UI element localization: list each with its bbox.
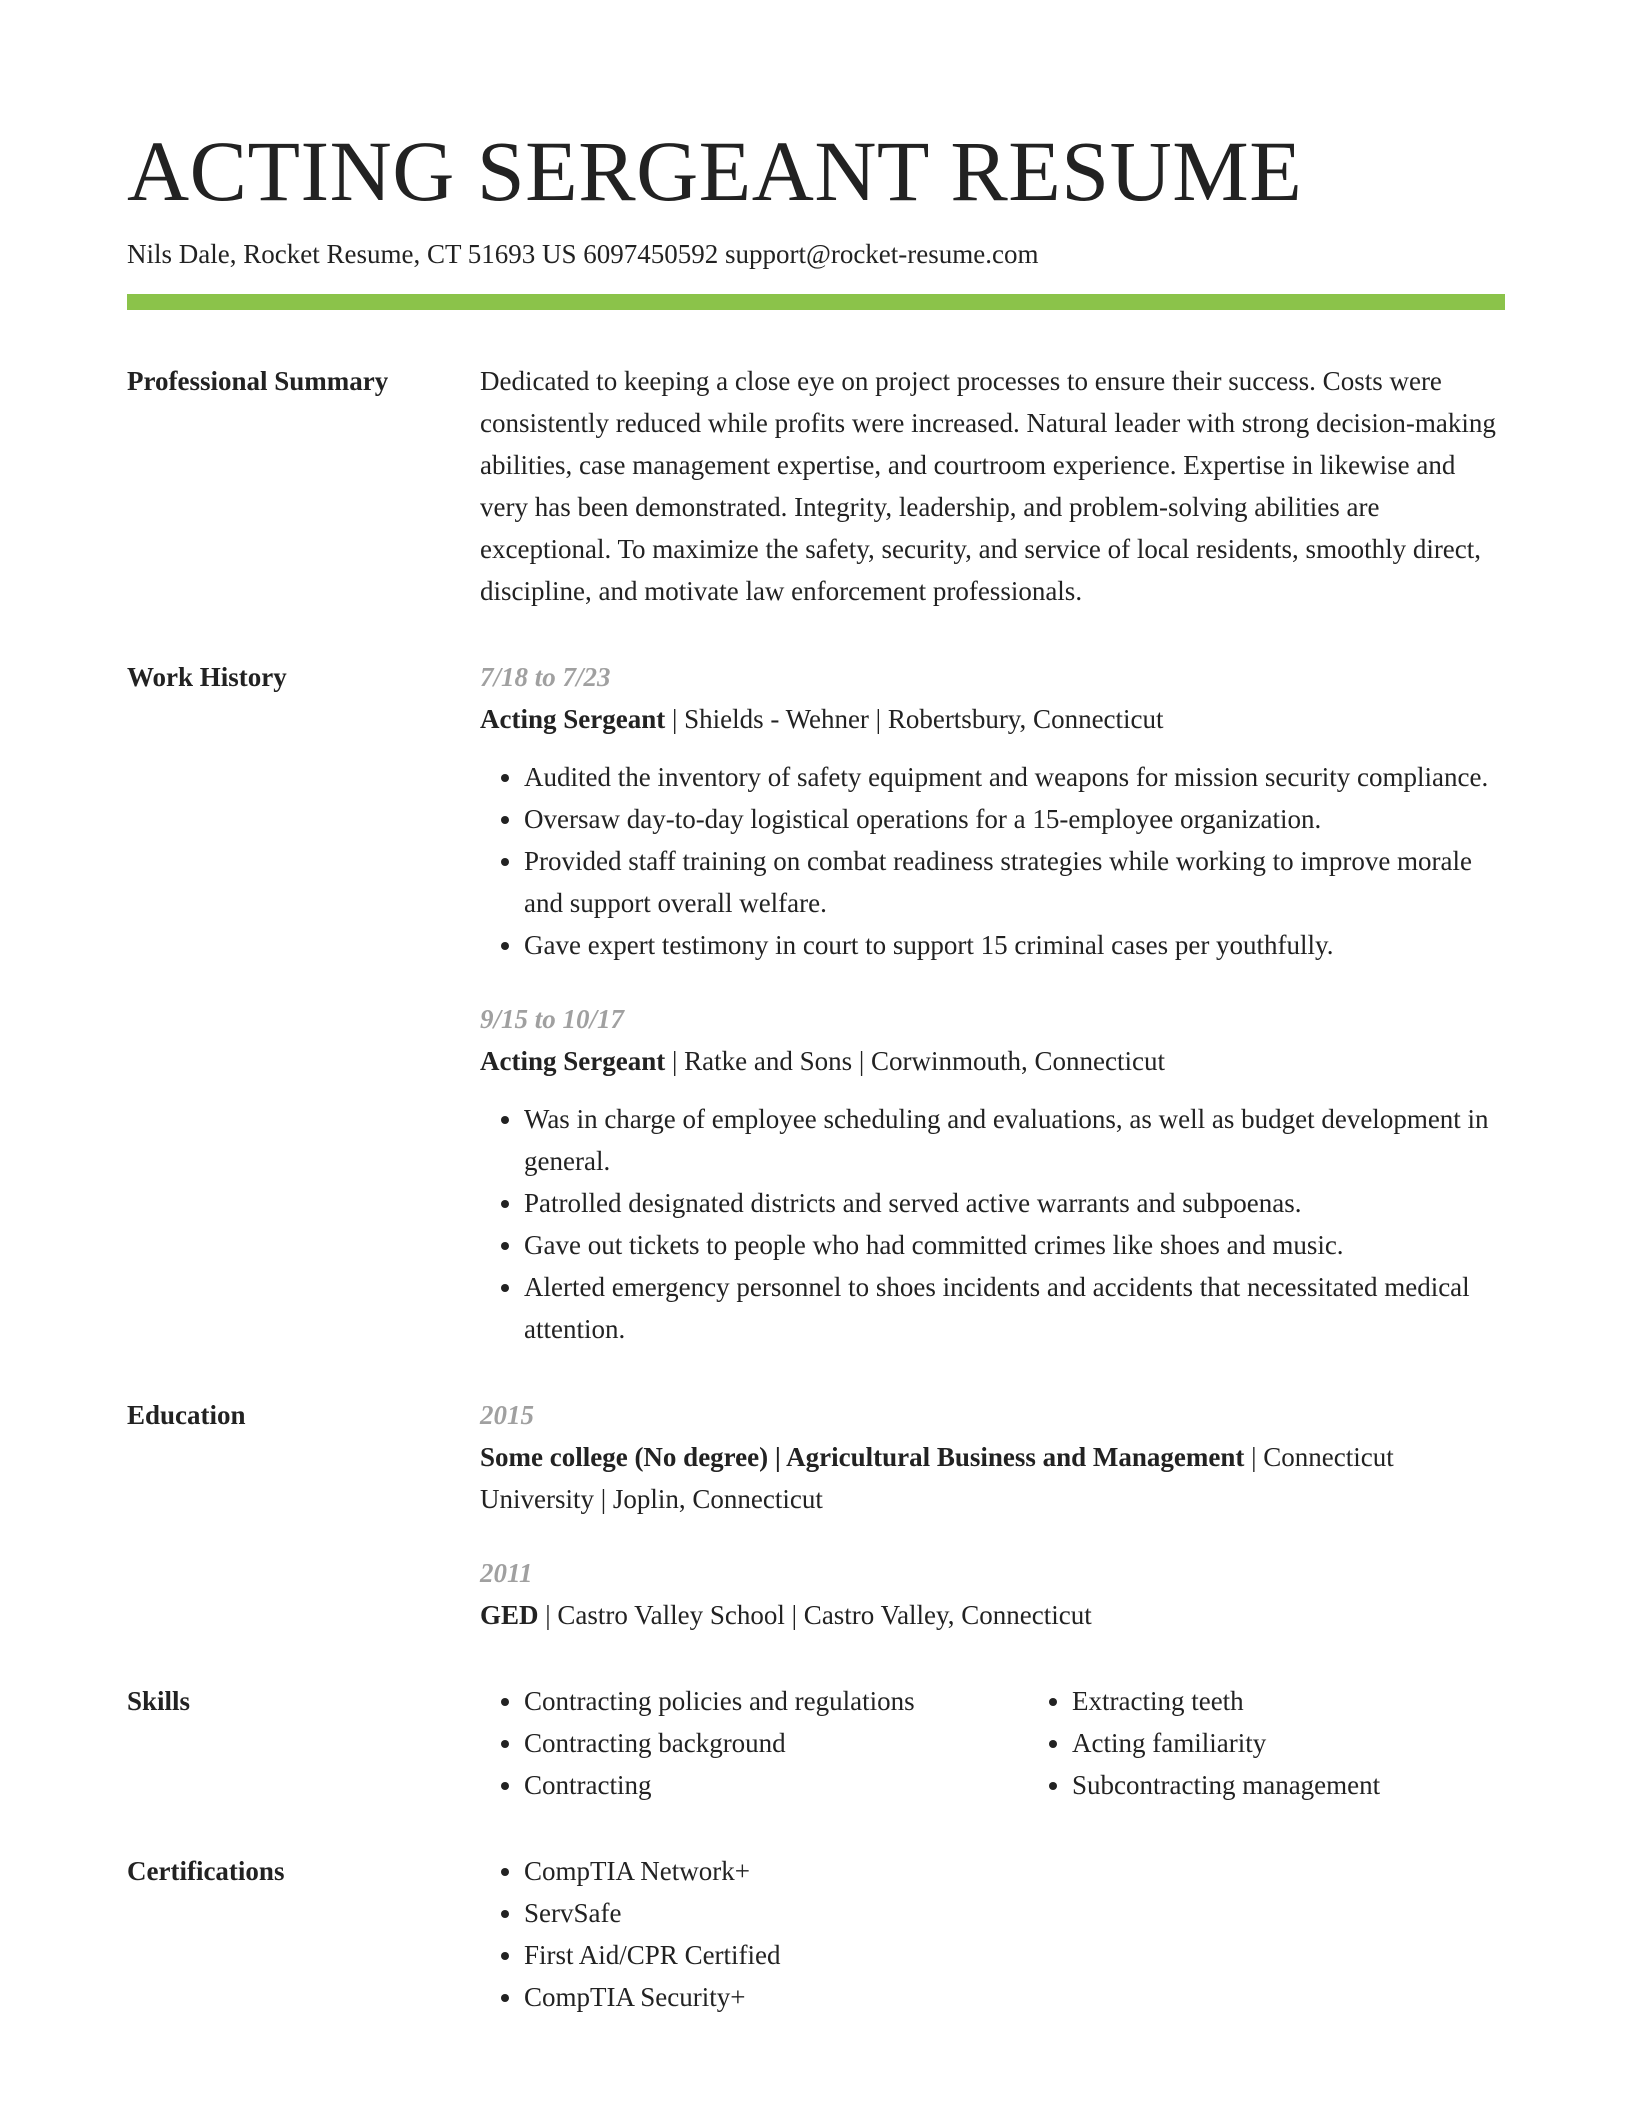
- list-item: • First Aid/CPR Certified: [524, 1934, 1505, 1976]
- job-bullets: [480, 756, 1505, 966]
- section-label: Certifications: [127, 1856, 285, 1886]
- list-item: • Gave out tickets to people who had committed crimes like shoes and music.: [524, 1224, 1505, 1266]
- list-item: • ServSafe: [524, 1892, 1505, 1934]
- education-details: | Castro Valley School | Castro Valley, Connecticut: [538, 1600, 1092, 1630]
- education-heading: [480, 1594, 1505, 1636]
- job-entry: [480, 656, 1505, 966]
- certifications-list: [480, 1850, 1505, 2018]
- contact-line: Nils Dale, Rocket Resume, CT 51693 US 6097450592 support@rocket-resume.com: [127, 239, 1039, 269]
- list-item: • Alerted emergency personnel to shoes incidents and accidents that necessitated medical attention.: [524, 1266, 1505, 1350]
- section-content: [480, 360, 1505, 612]
- section-content: [480, 1394, 1505, 1636]
- job-title: Acting Sergeant: [480, 704, 666, 734]
- accent-divider: [127, 294, 1505, 310]
- list-item: • Acting familiarity: [1072, 1722, 1380, 1764]
- summary-text: Dedicated to keeping a close eye on project processes to ensure their success. Costs were consistently reduced while profits were increased. Natural leader with strong decision-making abilities, case management expertise, and courtroom experience. Expertise in likewise and very has been demonstrated. Integrity, leadership, and problem-solving abilities are exceptional. To maximize the safety, security, and service of local residents, smoothly direct, discipline, and motivate law enforcement professionals.: [480, 366, 1496, 606]
- job-date: 7/18 to 7/23: [480, 662, 611, 692]
- job-date: 9/15 to 10/17: [480, 1004, 625, 1034]
- education-section: [127, 1394, 1505, 1636]
- list-item: • CompTIA Network+: [524, 1850, 1505, 1892]
- job-heading: [480, 698, 1505, 740]
- list-item: • Extracting teeth: [1072, 1680, 1380, 1722]
- skills-grid: [480, 1680, 1505, 1806]
- skills-column: [1028, 1680, 1380, 1806]
- education-degree: GED: [480, 1600, 539, 1630]
- job-title: Acting Sergeant: [480, 1046, 666, 1076]
- education-degree: Some college (No degree) | Agricultural Business and Management: [480, 1442, 1245, 1472]
- education-date: 2015: [480, 1400, 534, 1430]
- job-details: | Ratke and Sons | Corwinmouth, Connecticut: [665, 1046, 1165, 1076]
- list-item: • Provided staff training on combat readiness strategies while working to improve morale and support overall welfare.: [524, 840, 1505, 924]
- education-date: 2011: [480, 1558, 533, 1588]
- list-item: • Patrolled designated districts and served active warrants and subpoenas.: [524, 1182, 1505, 1224]
- list-item: • Oversaw day-to-day logistical operations for a 15-employee organization.: [524, 798, 1505, 840]
- skills-column: [480, 1680, 1028, 1806]
- job-entry: [480, 998, 1505, 1350]
- education-heading: [480, 1436, 1505, 1520]
- section-label: Work History: [127, 662, 287, 692]
- list-item: • Was in charge of employee scheduling and evaluations, as well as budget development in general.: [524, 1098, 1505, 1182]
- education-details: | Connecticut University | Joplin, Connecticut: [480, 1442, 1394, 1514]
- education-entry: [480, 1394, 1505, 1520]
- list-item: • Subcontracting management: [1072, 1764, 1380, 1806]
- resume-title: ACTING SERGEANT RESUME: [127, 123, 1303, 219]
- section-label: Education: [127, 1400, 246, 1430]
- skills-section: [127, 1680, 1505, 1806]
- job-heading: [480, 1040, 1505, 1082]
- job-details: | Shields - Wehner | Robertsbury, Connecticut: [665, 704, 1164, 734]
- summary-section: [127, 360, 1505, 612]
- list-item: • Contracting policies and regulations: [524, 1680, 1028, 1722]
- list-item: • Audited the inventory of safety equipment and weapons for mission security compliance.: [524, 756, 1505, 798]
- list-item: • Contracting background: [524, 1722, 1028, 1764]
- work-history-section: [127, 656, 1505, 1350]
- education-entry: [480, 1552, 1505, 1636]
- section-content: [480, 656, 1505, 1350]
- section-label: Skills: [127, 1686, 191, 1716]
- list-item: • Gave expert testimony in court to support 15 criminal cases per youthfully.: [524, 924, 1505, 966]
- certifications-section: [127, 1850, 1505, 2018]
- list-item: • Contracting: [524, 1764, 1028, 1806]
- list-item: • CompTIA Security+: [524, 1976, 1505, 2018]
- section-content: [480, 1850, 1505, 2018]
- job-bullets: [480, 1098, 1505, 1350]
- section-label: Professional Summary: [127, 366, 389, 396]
